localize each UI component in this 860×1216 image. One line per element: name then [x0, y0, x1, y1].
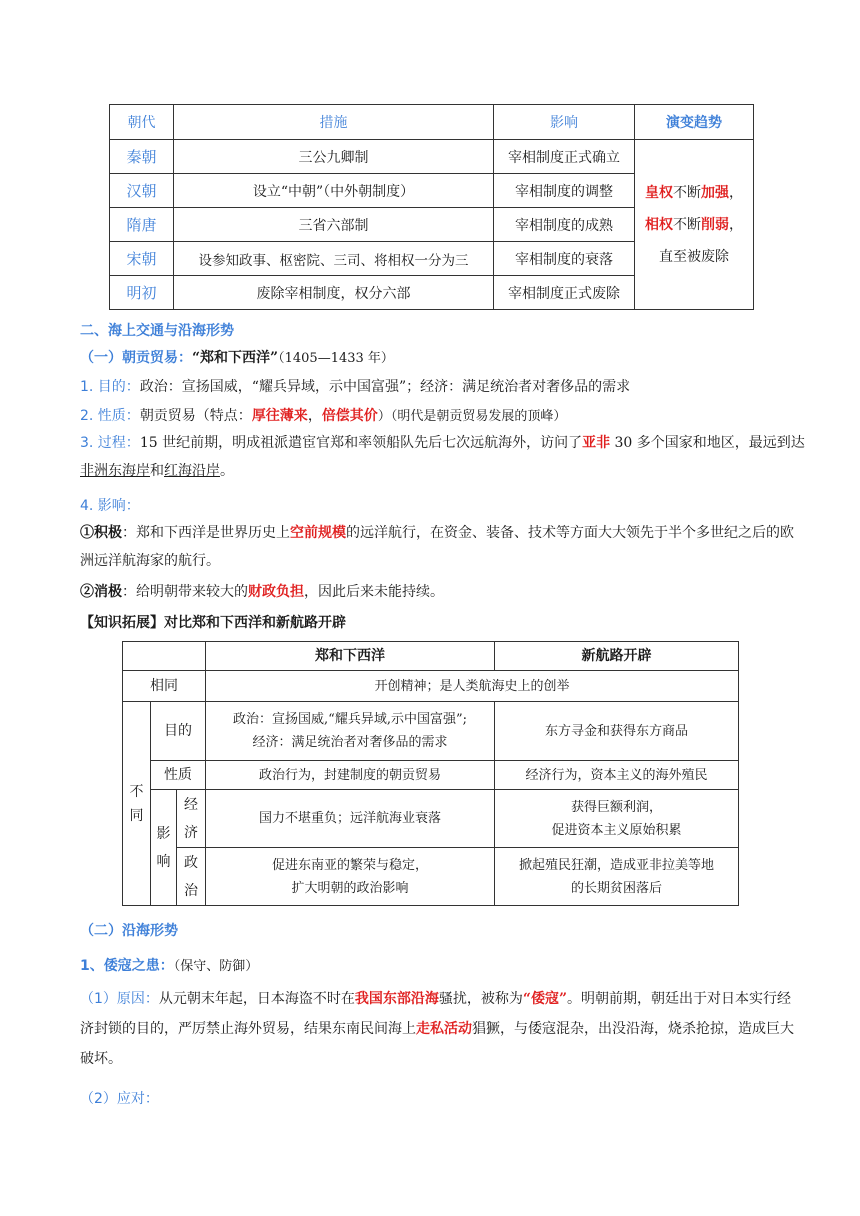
item-label: 2. 性质：	[80, 408, 140, 424]
item-text: ，因此后来未能持续。	[304, 584, 444, 600]
subsection-name: “郑和下西洋”	[192, 350, 279, 366]
economy-zhenghe: 国力不堪重负；远洋航海业衰落	[206, 790, 495, 848]
response-heading: （2）应对：	[80, 1091, 159, 1107]
underlined-text: 红海沿岸	[164, 463, 220, 479]
emphasis-text: “倭寇”	[522, 991, 568, 1007]
emphasis-text: 亚非	[582, 435, 611, 451]
impact-cell: 宰相制度正式废除	[494, 276, 635, 310]
purpose-new-route: 东方寻金和获得东方商品	[495, 702, 739, 761]
cause-paragraph	[80, 984, 805, 1074]
same-label: 相同	[123, 671, 206, 702]
table-row	[123, 761, 739, 790]
trend-cell	[635, 140, 754, 310]
influence-heading: 4. 影响：	[80, 498, 140, 514]
emphasis-text: 厚往薄来	[251, 408, 308, 424]
impact-label	[151, 790, 177, 906]
politics-zhenghe	[206, 848, 495, 906]
cell-line: 获得巨额利润，	[571, 799, 663, 815]
dynasty-cell: 秦朝	[110, 140, 174, 174]
economy-new-route	[495, 790, 739, 848]
dynasty-cell: 明初	[110, 276, 174, 310]
item-text: ：给明朝带来较大的	[122, 584, 248, 600]
emphasis-text: 财政负担	[248, 584, 304, 600]
header-dynasty: 朝代	[110, 105, 174, 140]
item-label: 3. 过程：	[80, 435, 140, 451]
table-row	[110, 140, 754, 174]
cell-line: 掀起殖民狂潮，造成亚非拉美等地	[519, 857, 715, 873]
extension-label: 【知识拓展】	[80, 615, 164, 631]
same-text: 开创精神；是人类航海史上的创举	[206, 671, 739, 702]
dynasty-cell: 汉朝	[110, 174, 174, 208]
trend-line-1	[635, 177, 753, 209]
header-zhenghe: 郑和下西洋	[206, 642, 495, 671]
subsection-label: （一）朝贡贸易：	[80, 350, 192, 366]
emphasis-text: 空前规模	[290, 525, 346, 541]
dynasty-cell: 隋唐	[110, 208, 174, 242]
item-text: 。	[220, 463, 234, 479]
trend-text: 不断	[673, 184, 701, 201]
section-title: （二）沿海形势	[80, 923, 178, 939]
cell-line: 扩大明朝的政治影响	[291, 880, 409, 896]
trend-emphasis: 皇权	[645, 184, 673, 201]
dynasty-cell: 宋朝	[110, 242, 174, 276]
prime-minister-system-table	[109, 104, 754, 310]
item-text: 猖獗，与倭寇混杂，出没沿海，烧杀抢掠，造成巨大破坏。	[80, 1021, 794, 1067]
economy-label-text: 经济	[184, 796, 198, 841]
trend-emphasis: 加强	[701, 184, 729, 201]
table-row	[123, 790, 739, 848]
impact-cell: 宰相制度的调整	[494, 174, 635, 208]
process-paragraph	[80, 429, 805, 485]
item-text: 从元朝末年起，日本海盗不时在	[158, 991, 355, 1007]
extension-title: 对比郑和下西洋和新航路开辟	[164, 615, 346, 631]
politics-new-route	[495, 848, 739, 906]
header-trend: 演变趋势	[635, 105, 754, 140]
item-text: 政治：宣扬国威，“耀兵异域，示中国富强”；经济：满足统治者对奢侈品的需求	[139, 379, 631, 395]
diff-label-text: 不同	[129, 783, 144, 824]
nature-new-route: 经济行为，资本主义的海外殖民	[495, 761, 739, 790]
corner-cell	[123, 642, 206, 671]
nature-label: 性质	[151, 761, 206, 790]
table-row	[123, 702, 739, 761]
measure-cell: 三公九卿制	[174, 140, 494, 174]
nature-zhenghe: 政治行为，封建制度的朝贡贸易	[206, 761, 495, 790]
item-text: 的远洋航行，在资金、装备、技术等方面大大领先于半个多世纪之后的欧洲远洋航海家的航行。	[80, 525, 794, 569]
cell-line: 的长期贫困落后	[571, 880, 663, 896]
comparison-table	[122, 641, 739, 906]
table-row	[123, 671, 739, 702]
trend-line-3: 直至被废除	[659, 248, 729, 265]
economy-label	[177, 790, 206, 848]
nature-line	[80, 405, 566, 425]
subsection-years: （1405—1433 年）	[278, 351, 394, 366]
emphasis-text: 走私活动	[416, 1021, 472, 1037]
underlined-text: 非洲东海岸	[80, 463, 150, 479]
measure-cell: 废除宰相制度，权分六部	[174, 276, 494, 310]
trend-text: ，	[729, 184, 743, 201]
impact-cell: 宰相制度的衰落	[494, 242, 635, 276]
measure-cell: 三省六部制	[174, 208, 494, 242]
section-title: 二、海上交通与沿海形势	[80, 323, 234, 339]
item-text: 和	[150, 463, 164, 479]
item-label: 1、倭寇之患：	[80, 958, 174, 974]
positive-paragraph	[80, 519, 805, 575]
trend-emphasis: 削弱	[701, 216, 729, 233]
impact-cell: 宰相制度正式确立	[494, 140, 635, 174]
knowledge-extension	[80, 612, 346, 632]
purpose-zhenghe	[206, 702, 495, 761]
cell-line: 促进东南亚的繁荣与稳定，	[272, 857, 429, 873]
item-label: ①积极	[80, 525, 122, 541]
subsection-heading	[80, 347, 394, 367]
trend-line-2	[635, 209, 753, 241]
cell-line: 经济：满足统治者对奢侈品的需求	[252, 735, 448, 750]
item-label: （1）原因：	[80, 991, 159, 1007]
item-text: ，	[307, 408, 322, 424]
measure-cell: 设立“中朝”（中外朝制度）	[174, 174, 494, 208]
table-row	[123, 848, 739, 906]
japanese-pirates-heading	[80, 955, 258, 975]
politics-label	[177, 848, 206, 906]
emphasis-text: 倍偿其价	[321, 408, 378, 424]
impact-cell: 宰相制度的成熟	[494, 208, 635, 242]
cell-line: 促进资本主义原始积累	[551, 822, 682, 838]
trend-emphasis: 相权	[645, 216, 673, 233]
table-header-row	[123, 642, 739, 671]
item-text: （保守、防御）	[173, 959, 259, 974]
header-measure: 措施	[174, 105, 494, 140]
item-text: 骚扰，被称为	[438, 991, 523, 1007]
purpose-label: 目的	[151, 702, 206, 761]
header-impact: 影响	[494, 105, 635, 140]
emphasis-text: 我国东部沿海	[354, 991, 439, 1007]
cell-line: 政治：宣扬国威,“耀兵异域,示中国富强”;	[233, 712, 467, 727]
item-text: 。明朝前期，朝廷出于对日本实行经济封锁的目的，严厉禁止海外贸易，结果东南民间海上	[80, 991, 792, 1037]
item-text: 朝贡贸易（特点：	[139, 408, 252, 424]
politics-label-text: 政治	[184, 854, 198, 899]
diff-label	[123, 702, 151, 906]
item-text: 15 世纪前期，明成祖派遣宦官郑和率领船队先后七次远航海外，访问了	[139, 435, 583, 451]
item-label: 1. 目的：	[80, 379, 140, 395]
purpose-line	[80, 376, 630, 396]
measure-cell: 设参知政事、枢密院、三司、将相权一分为三	[174, 242, 494, 276]
header-new-route: 新航路开辟	[495, 642, 739, 671]
table-header-row	[110, 105, 754, 140]
trend-text: ，	[729, 216, 743, 233]
item-label: ②消极	[80, 584, 122, 600]
impact-label-text: 影响	[156, 825, 171, 870]
item-text: ）（明代是朝贡贸易发展的顶峰）	[377, 409, 567, 424]
negative-line	[80, 581, 444, 601]
item-text: 30 多个国家和地区，最远到达	[610, 435, 805, 451]
item-text: ：郑和下西洋是世界历史上	[122, 525, 290, 541]
trend-text: 不断	[673, 216, 701, 233]
